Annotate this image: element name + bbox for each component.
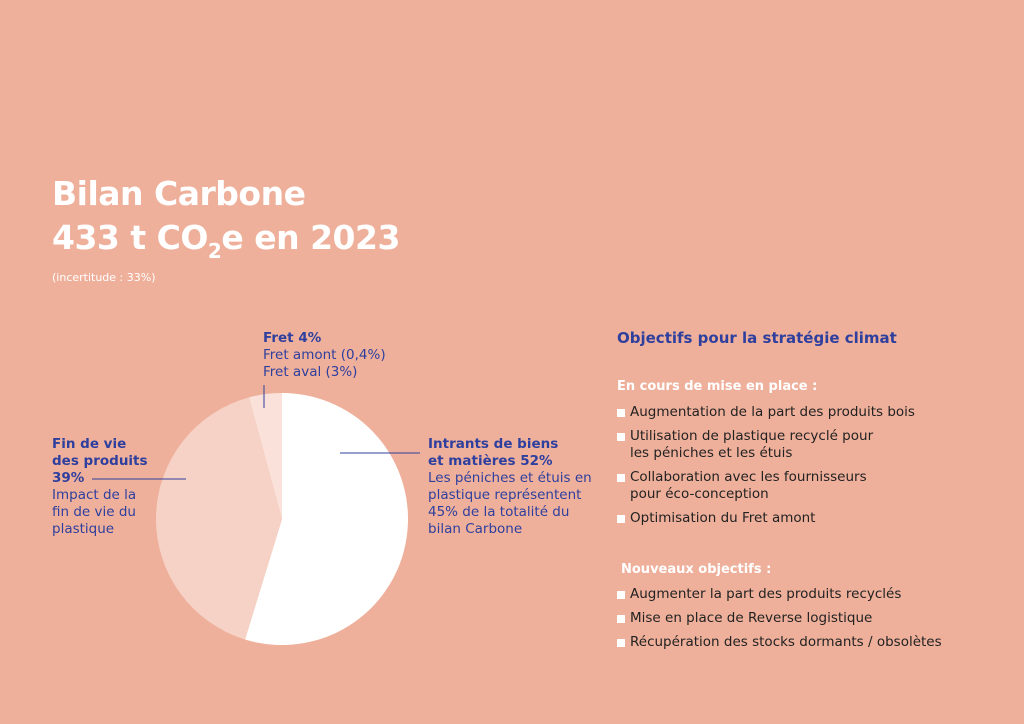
list-item-text: Optimisation du Fret amont [630, 510, 816, 526]
bullet-square-icon [617, 639, 625, 647]
list-item-text: Augmentation de la part des produits bois [630, 404, 915, 420]
title-subscript: 2 [207, 239, 222, 263]
objectives-title: Objectifs pour la stratégie climat [617, 329, 897, 347]
title-line-1: Bilan Carbone [52, 174, 306, 213]
bullet-square-icon [617, 409, 625, 417]
intrants-label-d3: 45% de la totalité du [428, 504, 570, 520]
list-item-text: Collaboration avec les fournisseurs [630, 469, 867, 485]
title-co: 433 t CO [52, 218, 208, 257]
bullet-square-icon [617, 615, 625, 623]
bullet-square-icon [617, 591, 625, 599]
list-item [617, 610, 942, 627]
uncertainty-note: (incertitude : 33%) [52, 271, 156, 284]
title-year: e en 2023 [221, 218, 400, 257]
current-objectives-title: En cours de mise en place : [617, 379, 818, 394]
new-objectives-title: Nouveaux objectifs : [621, 562, 772, 577]
bullet-square-icon [617, 474, 625, 482]
fin-label-l1: Fin de vie [52, 436, 127, 452]
list-item-text: Récupération des stocks dormants / obsolètes [630, 634, 942, 650]
list-item-text: Mise en place de Reverse logistique [630, 610, 873, 626]
list-item [617, 634, 942, 651]
fret-label [263, 330, 386, 381]
list-item-text: Utilisation de plastique recyclé pour [630, 428, 874, 444]
intrants-label-l2: et matières 52% [428, 453, 553, 469]
intrants-label [428, 436, 592, 538]
list-item-text: les péniches et les étuis [630, 445, 793, 461]
list-item [617, 469, 915, 503]
fret-label-title: Fret 4% [263, 330, 322, 346]
fin-label-l2: des produits [52, 453, 148, 469]
new-objectives-list [617, 586, 942, 658]
list-item [617, 586, 942, 603]
intrants-label-d4: bilan Carbone [428, 521, 523, 537]
list-item [617, 428, 915, 462]
list-item-text: Augmenter la part des produits recyclés [630, 586, 902, 602]
list-item-text: pour éco-conception [630, 486, 769, 502]
intrants-label-d2: plastique représentent [428, 487, 582, 503]
fin-label-d3: plastique [52, 521, 115, 537]
fin-label-pct: 39% [52, 470, 85, 486]
bullet-square-icon [617, 515, 625, 523]
current-objectives-list [617, 404, 915, 534]
fret-label-aval: Fret aval (3%) [263, 364, 358, 380]
list-item [617, 404, 915, 421]
fin-label-d1: Impact de la [52, 487, 137, 503]
fin-de-vie-label [52, 436, 148, 538]
bullet-square-icon [617, 433, 625, 441]
list-item [617, 510, 915, 527]
intrants-label-d1: Les péniches et étuis en [428, 470, 592, 486]
fin-label-d2: fin de vie du [52, 504, 136, 520]
fret-label-amont: Fret amont (0,4%) [263, 347, 386, 363]
intrants-label-l1: Intrants de biens [428, 436, 559, 452]
